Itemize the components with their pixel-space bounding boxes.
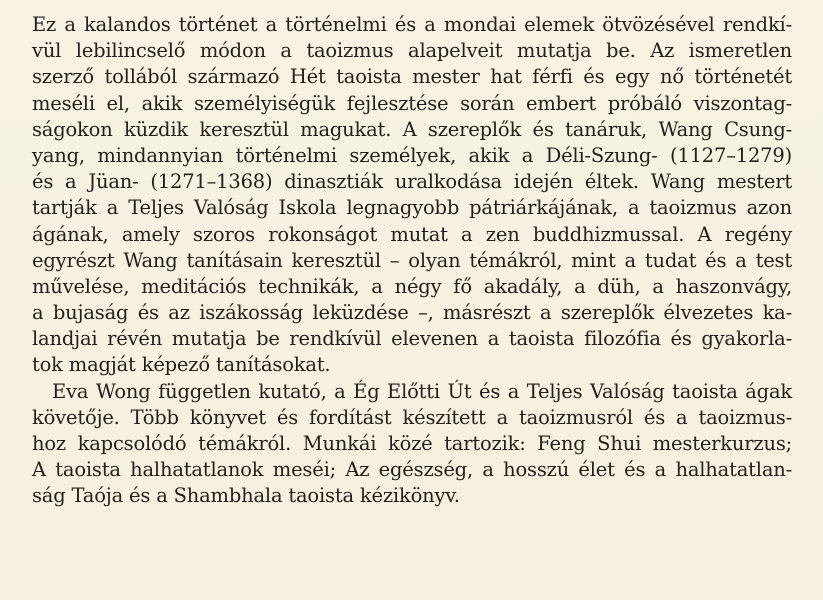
text-line: szerző tollából származó Hét taoista mester hat férfi és egy nő történetét: [32, 65, 792, 89]
text-line: vül lebilincselő módon a taoizmus alapelveit mutatja be. Az ismeretlen: [32, 39, 792, 63]
text-line: ság Taója és a Shambhala taoista kézikönyv.: [32, 484, 460, 508]
text-line: landjai révén mutatja be rendkívül elevenen a taoista filozófia és gyakorla-: [32, 327, 792, 351]
text-line: tok magját képező tanításokat.: [32, 353, 331, 377]
text-line: hoz kapcsolódó témákról. Munkái közé tartozik: Feng Shui mesterkurzus;: [32, 432, 792, 455]
text-line: tartják a Teljes Valóság Iskola legnagyobb pátriárkájának, a taoizmus azon: [32, 196, 792, 220]
text-line: művelése, meditációs technikák, a négy fő akadály, a düh, a haszonvágy,: [32, 274, 792, 298]
text-line: ágának, amely szoros rokonságot mutat a zen buddhizmussal. A regény: [32, 222, 792, 246]
text-line: a bujaság és az iszákosság leküzdése –, másrészt a szereplők élvezetes ka-: [32, 301, 792, 325]
text-line: egyrészt Wang tanításain keresztül – olyan témákról, mint a tudat és a test: [32, 248, 792, 272]
paragraph-author-bio: [32, 379, 792, 510]
paragraph-book-description: [32, 12, 792, 379]
text-line: követője. Több könyvet és fordítást készített a taoizmusról és a taoizmus-: [32, 405, 792, 429]
text-line: Eva Wong független kutató, a Ég Előtti Út és a Teljes Valóság taoista ágak: [52, 379, 792, 403]
blurb-text: [32, 12, 792, 510]
text-line: és a Jüan- (1271–1368) dinasztiák uralkodása idején éltek. Wang mestert: [32, 170, 792, 194]
text-line: A taoista halhatatlanok meséi; Az egészség, a hosszú élet és a halhatatlan-: [32, 458, 792, 482]
text-line: yang, mindannyian történelmi személyek, akik a Déli-Szung- (1127–1279): [32, 143, 792, 167]
text-line: Ez a kalandos történet a történelmi és a mondai elemek ötvözésével rendkí-: [32, 13, 792, 36]
text-line: ságokon küzdik keresztül magukat. A szereplők és tanáruk, Wang Csung-: [32, 117, 792, 141]
text-line: meséli el, akik személyiségük fejlesztése során embert próbáló viszontag-: [32, 91, 792, 115]
